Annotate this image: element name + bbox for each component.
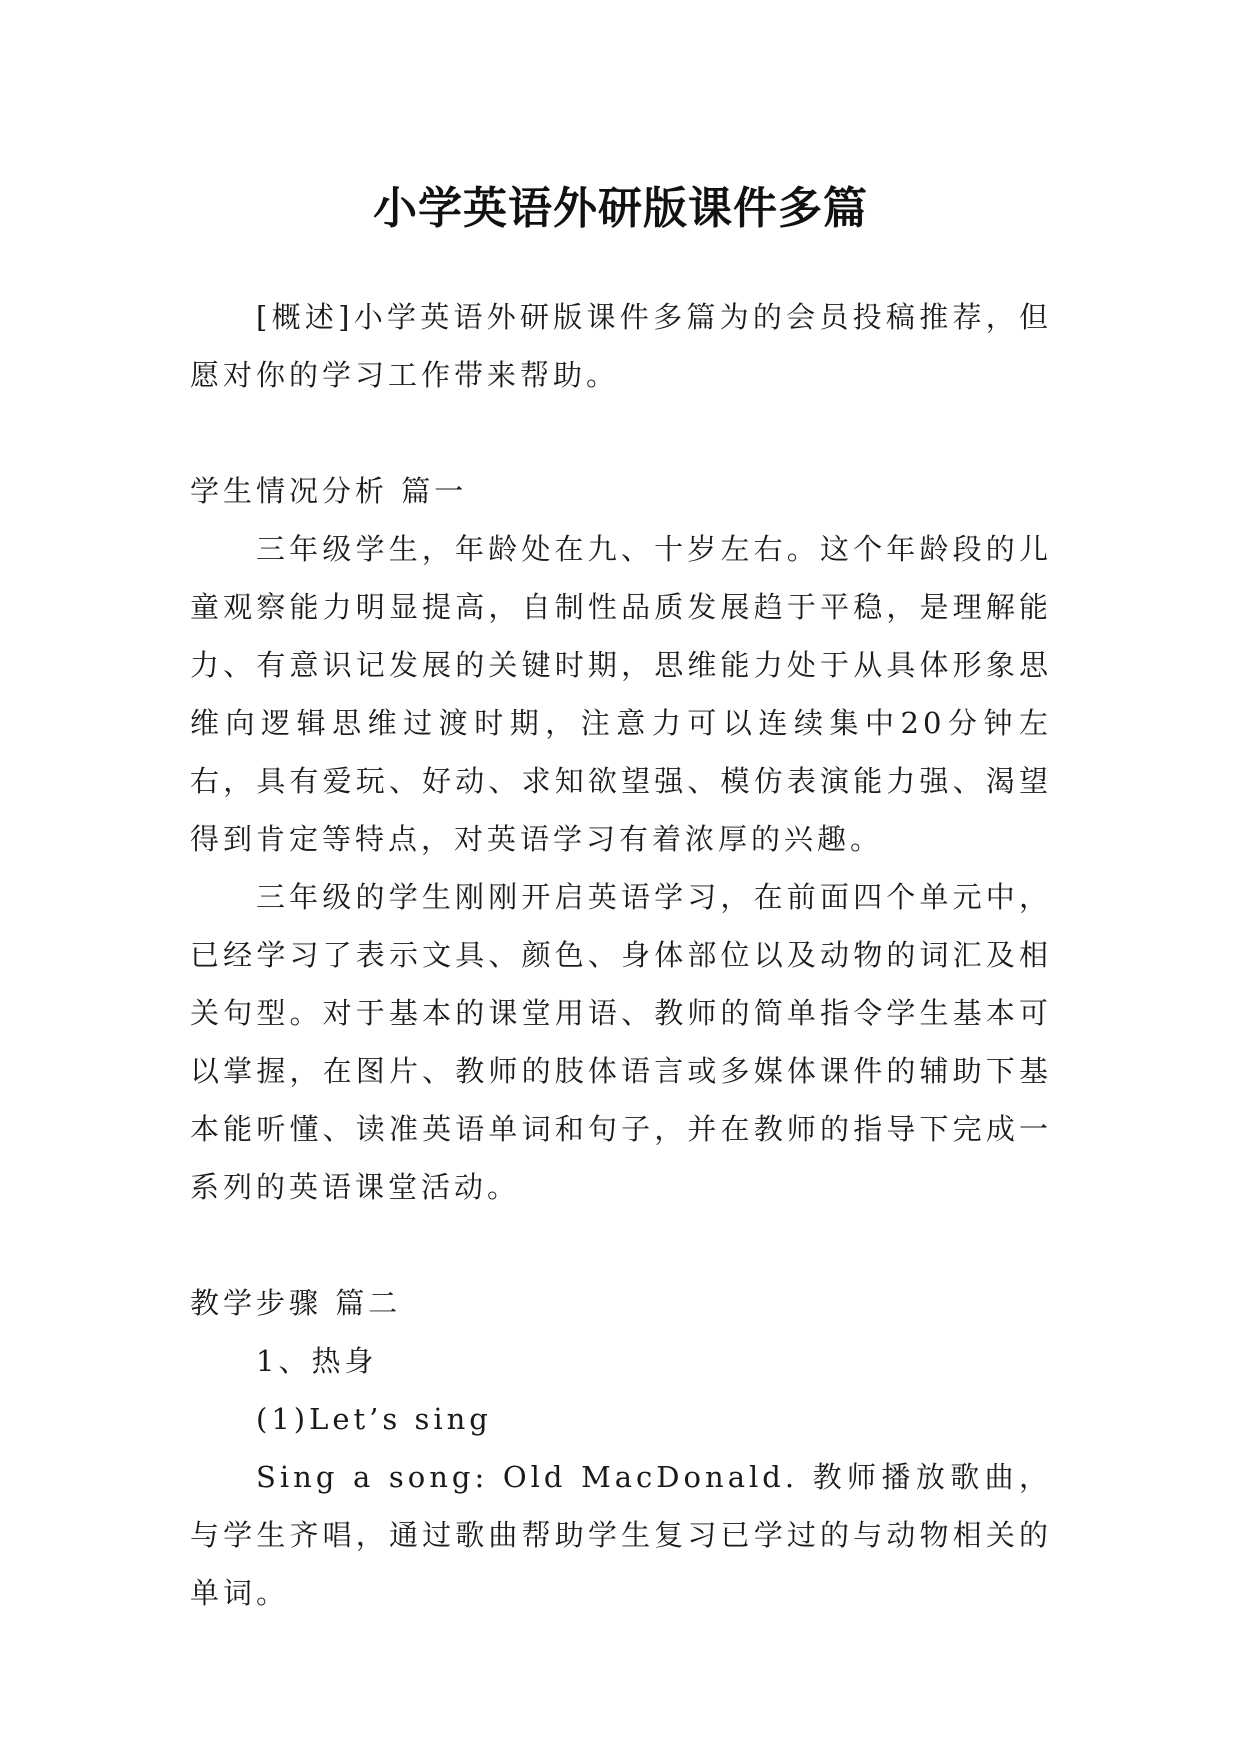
- section-1-paragraph-1: 三年级学生，年龄处在九、十岁左右。这个年龄段的儿童观察能力明显提高，自制性品质发展趋于平稳，是理解能力、有意识记发展的关键时期，思维能力处于从具体形象思维向逻辑思维过渡时期，注意力可以连续集中20分钟左右，具有爱玩、好动、求知欲望强、模仿表演能力强、渴望得到肯定等特点，对英语学习有着浓厚的兴趣。: [190, 532, 1052, 856]
- summary-paragraph: [概述]小学英语外研版课件多篇为的会员投稿推荐，但愿对你的学习工作带来帮助。: [190, 300, 1052, 392]
- section-1-paragraph-2: 三年级的学生刚刚开启英语学习，在前面四个单元中，已经学习了表示文具、颜色、身体部位以及动物的词汇及相关句型。对于基本的课堂用语、教师的简单指令学生基本可以掌握，在图片、教师的肢体语言或多媒体课件的辅助下基本能听懂、读准英语单词和句子，并在教师的指导下完成一系列的英语课堂活动。: [190, 880, 1052, 1204]
- section-2-step-1: 1、热身: [256, 1344, 378, 1378]
- section-2-paragraph-3: Sing a song: Old MacDonald. 教师播放歌曲，与学生齐唱，通过歌曲帮助学生复习已学过的与动物相关的单词。: [190, 1460, 1052, 1610]
- document-title: 小学英语外研版课件多篇: [373, 183, 868, 235]
- document-body: [190, 288, 1052, 1622]
- section-2-step-1-sub: (1)Let’s sing: [256, 1402, 492, 1436]
- section-heading-2: 教学步骤 篇二: [190, 1286, 402, 1320]
- section-heading-1: 学生情况分析 篇一: [190, 474, 468, 508]
